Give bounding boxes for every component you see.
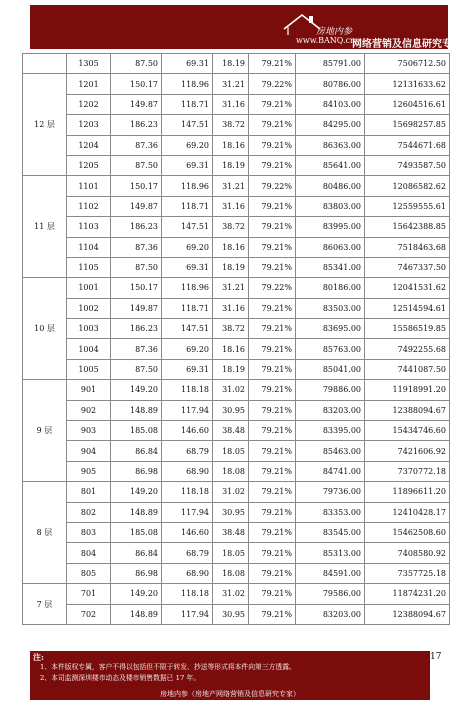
efficiency-rate: 79.21% [249,522,296,542]
total-price: 15586519.85 [365,319,450,339]
floor-label [23,54,67,74]
unit-price: 85341.00 [296,257,365,277]
shared-area: 38.72 [213,217,249,237]
page-number: 17 [430,652,442,662]
total-price: 15434746.60 [365,421,450,441]
gross-area: 148.89 [111,400,162,420]
net-area: 118.96 [162,278,213,298]
table-row [23,380,450,400]
efficiency-rate: 79.21% [249,217,296,237]
floor-label: 7 层 [23,584,67,625]
unit-price: 85313.00 [296,543,365,563]
gross-area: 87.50 [111,54,162,74]
total-price: 11918991.20 [365,380,450,400]
shared-area: 18.19 [213,155,249,175]
net-area: 68.90 [162,461,213,481]
table-row [23,543,450,563]
total-price: 7467337.50 [365,257,450,277]
shared-area: 18.16 [213,135,249,155]
efficiency-rate: 79.21% [249,380,296,400]
table-row [23,319,450,339]
floor-label: 9 层 [23,380,67,482]
shared-area: 30.95 [213,400,249,420]
gross-area: 185.08 [111,421,162,441]
unit-price: 83203.00 [296,604,365,624]
table-row [23,217,450,237]
efficiency-rate: 79.22% [249,74,296,94]
net-area: 69.20 [162,339,213,359]
total-price: 12410428.17 [365,502,450,522]
shared-area: 31.16 [213,298,249,318]
gross-area: 86.98 [111,461,162,481]
efficiency-rate: 79.21% [249,155,296,175]
unit-price: 85791.00 [296,54,365,74]
unit-price: 83503.00 [296,298,365,318]
shared-area: 31.02 [213,482,249,502]
table-row [23,604,450,624]
net-area: 147.51 [162,115,213,135]
total-price: 7492255.68 [365,339,450,359]
total-price: 12131633.62 [365,74,450,94]
shared-area: 38.72 [213,115,249,135]
efficiency-rate: 79.21% [249,441,296,461]
gross-area: 87.36 [111,135,162,155]
shared-area: 30.95 [213,604,249,624]
table-row [23,196,450,216]
unit-number: 805 [67,563,111,583]
table-row [23,54,450,74]
total-price: 7357725.18 [365,563,450,583]
gross-area: 149.20 [111,380,162,400]
unit-price: 84591.00 [296,563,365,583]
unit-number: 1105 [67,257,111,277]
unit-number: 1002 [67,298,111,318]
unit-number: 1102 [67,196,111,216]
table-row [23,563,450,583]
efficiency-rate: 79.22% [249,176,296,196]
net-area: 118.71 [162,196,213,216]
gross-area: 86.84 [111,543,162,563]
efficiency-rate: 79.21% [249,257,296,277]
total-price: 15462508.60 [365,522,450,542]
shared-area: 18.19 [213,257,249,277]
gross-area: 149.87 [111,94,162,114]
unit-price: 83395.00 [296,421,365,441]
table-row [23,461,450,481]
unit-number: 1001 [67,278,111,298]
floor-label: 12 层 [23,74,67,176]
unit-number: 903 [67,421,111,441]
efficiency-rate: 79.21% [249,237,296,257]
table-row [23,339,450,359]
total-price: 7370772.18 [365,461,450,481]
unit-price: 85763.00 [296,339,365,359]
footer-bottom-bar: 房地内参（房地产网络营销及信息研究专家） [30,689,430,700]
unit-number: 1203 [67,115,111,135]
net-area: 118.18 [162,584,213,604]
net-area: 147.51 [162,217,213,237]
gross-area: 149.87 [111,298,162,318]
efficiency-rate: 79.21% [249,502,296,522]
total-price: 7544671.68 [365,135,450,155]
efficiency-rate: 79.21% [249,584,296,604]
total-price: 11874231.20 [365,584,450,604]
shared-area: 31.02 [213,380,249,400]
unit-price: 85641.00 [296,155,365,175]
table-row [23,584,450,604]
table-row [23,278,450,298]
net-area: 118.18 [162,380,213,400]
table-row [23,237,450,257]
unit-price: 83995.00 [296,217,365,237]
unit-number: 801 [67,482,111,502]
net-area: 68.90 [162,563,213,583]
shared-area: 38.48 [213,522,249,542]
unit-number: 1005 [67,359,111,379]
net-area: 69.20 [162,135,213,155]
unit-price: 79886.00 [296,380,365,400]
unit-number: 902 [67,400,111,420]
unit-number: 904 [67,441,111,461]
total-price: 12086582.62 [365,176,450,196]
unit-price: 85463.00 [296,441,365,461]
gross-area: 86.84 [111,441,162,461]
net-area: 118.71 [162,94,213,114]
unit-price: 84295.00 [296,115,365,135]
net-area: 147.51 [162,319,213,339]
efficiency-rate: 79.21% [249,604,296,624]
total-price: 12514594.61 [365,298,450,318]
note-line: 1、本件版权专属，客户不得以包括但不限于转发、抄送等形式将本件向第三方透露。 [40,663,296,671]
gross-area: 87.50 [111,155,162,175]
gross-area: 149.20 [111,584,162,604]
gross-area: 86.98 [111,563,162,583]
shared-area: 38.48 [213,421,249,441]
gross-area: 186.23 [111,217,162,237]
unit-number: 901 [67,380,111,400]
net-area: 69.31 [162,359,213,379]
unit-number: 905 [67,461,111,481]
banner-slogan: 网络营销及信息研究专家 [352,39,462,50]
net-area: 117.94 [162,502,213,522]
unit-price: 83803.00 [296,196,365,216]
total-price: 12388094.67 [365,604,450,624]
net-area: 146.60 [162,421,213,441]
shared-area: 18.19 [213,54,249,74]
unit-price: 84103.00 [296,94,365,114]
net-area: 118.71 [162,298,213,318]
net-area: 68.79 [162,441,213,461]
shared-area: 31.21 [213,278,249,298]
table-row [23,115,450,135]
efficiency-rate: 79.21% [249,115,296,135]
gross-area: 148.89 [111,604,162,624]
table-row [23,522,450,542]
table-row [23,74,450,94]
efficiency-rate: 79.21% [249,482,296,502]
total-price: 15642388.85 [365,217,450,237]
gross-area: 149.87 [111,196,162,216]
shared-area: 30.95 [213,502,249,522]
shared-area: 18.16 [213,339,249,359]
table-row [23,298,450,318]
shared-area: 18.05 [213,543,249,563]
shared-area: 31.02 [213,584,249,604]
shared-area: 18.16 [213,237,249,257]
unit-number: 1103 [67,217,111,237]
total-price: 15698257.85 [365,115,450,135]
net-area: 117.94 [162,604,213,624]
efficiency-rate: 79.21% [249,319,296,339]
unit-number: 1305 [67,54,111,74]
shared-area: 18.08 [213,563,249,583]
table-row [23,502,450,522]
gross-area: 87.50 [111,257,162,277]
total-price: 7441087.50 [365,359,450,379]
total-price: 7421606.92 [365,441,450,461]
unit-price: 79736.00 [296,482,365,502]
table-row [23,94,450,114]
net-area: 69.31 [162,257,213,277]
table-row [23,441,450,461]
shared-area: 18.19 [213,359,249,379]
floor-label: 8 层 [23,482,67,584]
efficiency-rate: 79.21% [249,400,296,420]
total-price: 12604516.61 [365,94,450,114]
net-area: 118.96 [162,74,213,94]
efficiency-rate: 79.21% [249,359,296,379]
unit-number: 803 [67,522,111,542]
unit-price: 83695.00 [296,319,365,339]
unit-number: 702 [67,604,111,624]
efficiency-rate: 79.21% [249,94,296,114]
unit-number: 1004 [67,339,111,359]
gross-area: 87.36 [111,339,162,359]
unit-number: 1104 [67,237,111,257]
shared-area: 31.21 [213,176,249,196]
unit-price: 85041.00 [296,359,365,379]
net-area: 68.79 [162,543,213,563]
floor-label: 11 层 [23,176,67,278]
unit-price-table [22,53,450,625]
table-body [23,54,450,625]
efficiency-rate: 79.21% [249,196,296,216]
efficiency-rate: 79.21% [249,54,296,74]
unit-price: 79586.00 [296,584,365,604]
unit-number: 1201 [67,74,111,94]
unit-number: 1202 [67,94,111,114]
total-price: 12559555.61 [365,196,450,216]
net-area: 69.20 [162,237,213,257]
net-area: 117.94 [162,400,213,420]
efficiency-rate: 79.21% [249,563,296,583]
table-row [23,155,450,175]
table-row [23,400,450,420]
unit-price: 83545.00 [296,522,365,542]
notes-title: 注: [33,652,44,662]
efficiency-rate: 79.21% [249,298,296,318]
shared-area: 31.16 [213,196,249,216]
shared-area: 38.72 [213,319,249,339]
total-price: 7408580.92 [365,543,450,563]
shared-area: 31.21 [213,74,249,94]
note-line: 2、本司监测深圳楼市动态及楼市销售数据已 17 年。 [40,674,201,682]
total-price: 7493587.50 [365,155,450,175]
gross-area: 185.08 [111,522,162,542]
total-price: 7518463.68 [365,237,450,257]
total-price: 7506712.50 [365,54,450,74]
net-area: 69.31 [162,54,213,74]
table-row [23,359,450,379]
table-row [23,482,450,502]
gross-area: 186.23 [111,319,162,339]
unit-price: 83203.00 [296,400,365,420]
net-area: 118.96 [162,176,213,196]
unit-number: 802 [67,502,111,522]
table-row [23,421,450,441]
unit-price: 86063.00 [296,237,365,257]
unit-price: 80486.00 [296,176,365,196]
shared-area: 18.08 [213,461,249,481]
efficiency-rate: 79.21% [249,461,296,481]
total-price: 11896611.20 [365,482,450,502]
unit-price: 80186.00 [296,278,365,298]
header-banner [30,5,462,50]
net-area: 118.18 [162,482,213,502]
table-row [23,135,450,155]
unit-number: 1205 [67,155,111,175]
unit-number: 701 [67,584,111,604]
brand-name: 房地内参 [316,27,353,37]
gross-area: 150.17 [111,74,162,94]
brand-url: www.BANQ.cn [296,36,356,45]
unit-number: 1003 [67,319,111,339]
footer-notes [30,651,430,689]
gross-area: 149.20 [111,482,162,502]
efficiency-rate: 79.21% [249,543,296,563]
table-row [23,176,450,196]
net-area: 69.31 [162,155,213,175]
unit-price: 80786.00 [296,74,365,94]
efficiency-rate: 79.21% [249,421,296,441]
efficiency-rate: 79.21% [249,339,296,359]
efficiency-rate: 79.22% [249,278,296,298]
unit-number: 1204 [67,135,111,155]
unit-number: 1101 [67,176,111,196]
total-price: 12388094.67 [365,400,450,420]
total-price: 12041531.62 [365,278,450,298]
gross-area: 150.17 [111,278,162,298]
gross-area: 87.36 [111,237,162,257]
gross-area: 150.17 [111,176,162,196]
efficiency-rate: 79.21% [249,135,296,155]
shared-area: 18.05 [213,441,249,461]
unit-price: 86363.00 [296,135,365,155]
gross-area: 148.89 [111,502,162,522]
floor-label: 10 层 [23,278,67,380]
unit-price: 83353.00 [296,502,365,522]
unit-number: 804 [67,543,111,563]
gross-area: 87.50 [111,359,162,379]
net-area: 146.60 [162,522,213,542]
unit-price: 84741.00 [296,461,365,481]
gross-area: 186.23 [111,115,162,135]
shared-area: 31.16 [213,94,249,114]
table-row [23,257,450,277]
